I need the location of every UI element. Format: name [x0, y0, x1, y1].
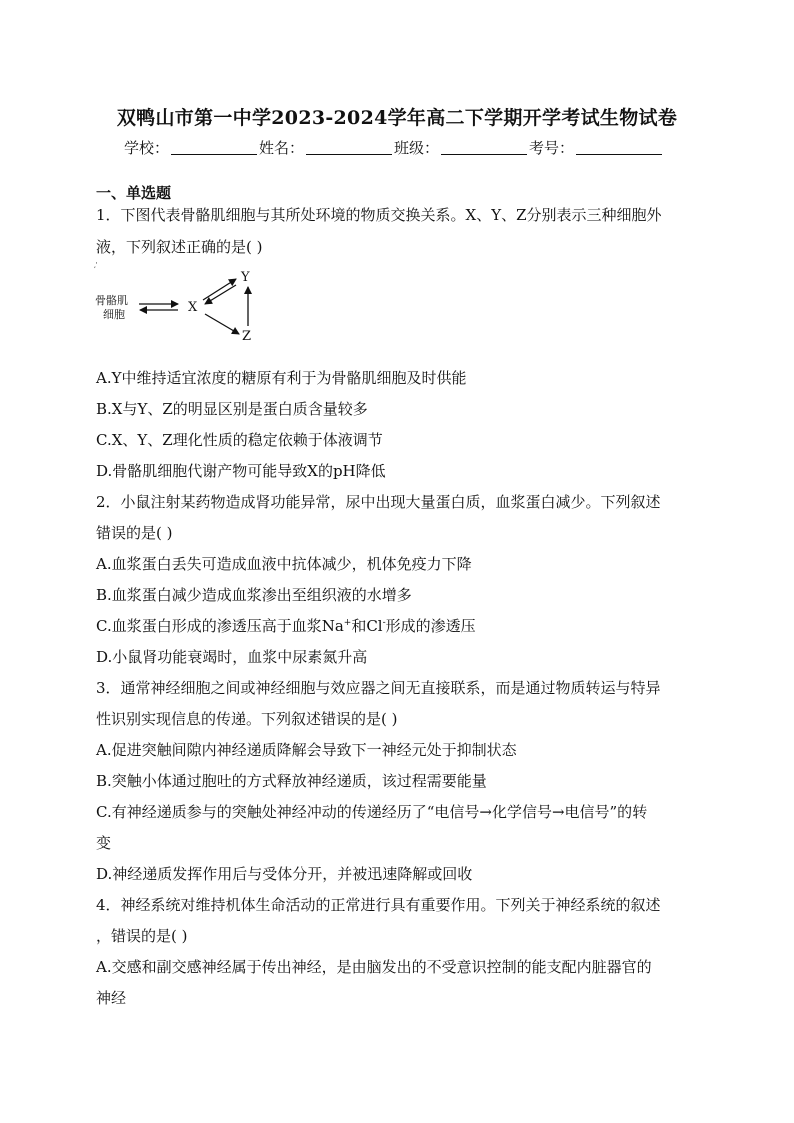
arrow-y-to-x: [205, 285, 236, 304]
q1-option-c: C.X、Y、Z理化性质的稳定依赖于体液调节: [96, 431, 383, 449]
q4-stem-line2: ，错误的是( ): [96, 927, 188, 945]
q2-stem-line1: 2．小鼠注射某药物造成肾功能异常，尿中出现大量蛋白质，血浆蛋白减少。下列叙述: [96, 493, 661, 511]
school-label: 学校：: [124, 139, 170, 157]
q4-option-a-line2: 神经: [96, 989, 127, 1007]
q2-option-c-post: 形成的渗透压: [385, 617, 476, 635]
q2-option-c-sup-plus: +: [343, 618, 352, 628]
section-heading: 一、单选题: [96, 184, 172, 202]
class-label: 班级：: [394, 139, 440, 157]
q1-stem-line1: 1．下图代表骨骼肌细胞与其所处环境的物质交换关系。X、Y、Z分别表示三种细胞外: [96, 206, 662, 224]
student-info-line: [124, 137, 664, 158]
q2-option-c-sup-minus: -: [382, 618, 386, 628]
q1-option-b: B.X与Y、Z的明显区别是蛋白质含量较多: [96, 400, 368, 418]
q3-option-a: A.促进突触间隙内神经递质降解会导致下一神经元处于抑制状态: [96, 741, 517, 759]
number-label: 考号：: [529, 139, 575, 157]
stray-mark: ,': [94, 262, 98, 269]
q3-option-d: D.神经递质发挥作用后与受体分开，并被迅速降解或回收: [96, 865, 473, 883]
q2-stem-line2: 错误的是( ): [96, 524, 173, 542]
q4-option-a-line1: A.交感和副交感神经属于传出神经，是由脑发出的不受意识控制的能支配内脏器官的: [96, 958, 652, 976]
diagram-cell-label-2: 细胞: [103, 308, 125, 321]
name-label: 姓名：: [259, 139, 305, 157]
q3-option-c-line1: C.有神经递质参与的突触处神经冲动的传递经历了“电信号→化学信号→电信号”的转: [96, 803, 648, 821]
q1-stem-line2: 液，下列叙述正确的是( ): [96, 238, 263, 256]
q3-option-b: B.突触小体通过胞吐的方式释放神经递质，该过程需要能量: [96, 772, 487, 790]
number-blank: [576, 140, 662, 155]
q2-option-c: [96, 616, 476, 636]
q2-option-a: A.血浆蛋白丢失可造成血液中抗体减少，机体免疫力下降: [96, 555, 472, 573]
diagram-node-z: Z: [242, 329, 252, 342]
q2-option-b: B.血浆蛋白减少造成血浆渗出至组织液的水增多: [96, 586, 412, 604]
name-blank: [306, 140, 392, 155]
exam-title: 双鸭山市第一中学2023-2024学年高二下学期开学考试生物试卷: [116, 107, 678, 129]
q1-diagram: [93, 262, 273, 342]
school-blank: [171, 140, 257, 155]
q3-stem-line2: 性识别实现信息的传递。下列叙述错误的是( ): [96, 710, 398, 728]
q1-option-a: A.Y中维持适宜浓度的糖原有利于为骨骼肌细胞及时供能: [96, 369, 467, 387]
q3-option-c-line2: 变: [96, 834, 112, 852]
q3-stem-line1: 3．通常神经细胞之间或神经细胞与效应器之间无直接联系，而是通过物质转运与特异: [96, 679, 661, 697]
q2-option-d: D.小鼠肾功能衰竭时，血浆中尿素氮升高: [96, 648, 368, 666]
class-blank: [441, 140, 527, 155]
arrow-x-to-y: [203, 279, 236, 300]
q2-option-c-mid: 和Cl: [351, 617, 383, 635]
arrow-x-to-z: [205, 314, 239, 334]
q4-stem-line1: 4．神经系统对维持机体生命活动的正常进行具有重要作用。下列关于神经系统的叙述: [96, 896, 661, 914]
diagram-node-y: Y: [241, 270, 250, 285]
diagram-cell-label-1: 骨骼肌: [95, 294, 128, 307]
q2-option-c-pre: C.血浆蛋白形成的渗透压高于血浆Na: [96, 617, 344, 635]
q1-option-d: D.骨骼肌细胞代谢产物可能导致X的pH降低: [96, 462, 386, 480]
diagram-node-x: X: [188, 300, 198, 315]
